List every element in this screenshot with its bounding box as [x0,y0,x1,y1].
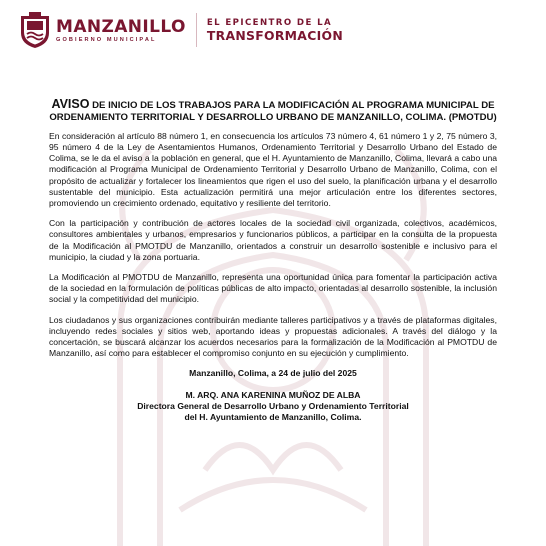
brand-subtitle: GOBIERNO MUNICIPAL [56,36,157,43]
title-rest: DE INICIO DE LOS TRABAJOS PARA LA MODIFICACIÓN AL PROGRAMA MUNICIPAL DE ORDENAMIENTO TERRITORIAL Y DESARROLLO URBANO DE MANZANILLO, COLIMA. (PMOTDU) [49,100,497,123]
brand-name: MANZANILLO [56,16,186,37]
notice-title [49,99,497,124]
title-lead: AVISO [51,97,90,111]
slogan-line-2: TRANSFORMACIÓN [206,27,344,43]
brand-block [56,18,186,43]
header [18,8,343,52]
paragraph-1: En consideración al artículo 88 número 1, en consecuencia los artículos 73 número 4, 61 número 1 y 2, 75 número 3, 95 número 4 de la Ley de Asentamientos Humanos, Ordenamiento Territorial y Desarrollo Urbano del Estado de Colima, se le da el aviso a la población en general, que el H. Ayuntamiento de Manzanillo, Colima, llevará a cabo una modificación al Programa Municipal de Ordenamiento Territorial y Desarrollo Urbano de Manzanillo, Colima, con el propósito de actualizar y fortalecer los lineamientos que rigen el uso del suelo, la planificación urbana y el desarrollo sustentable del municipio. Esta actualización permitirá una mejor articulación entre los diferentes sectores, promoviendo un crecimiento ordenado, equitativo y resiliente del territorio. [49,130,497,209]
slogan-line-1: EL EPICENTRO DE LA [206,17,333,28]
signer-org: del H. Ayuntamiento de Manzanillo, Colima. [184,412,362,423]
notice-date: Manzanillo, Colima, a 24 de julio del 2025 [189,368,357,379]
municipal-seal-icon [18,11,52,49]
paragraph-2: Con la participación y contribución de actores locales de la sociedad civil organizada, colectivos, académicos, consultores ambientales y urbanos, empresarios y funcionarios públicos, a participar en la consulta de la propuesta de la Modificación al PMOTDU de Manzanillo, orientados a construir un desarrollo sostenible e inclusivo para el municipio, la ciudad y la zona portuaria. [49,218,497,262]
header-divider [196,13,197,47]
paragraph-3: La Modificación al PMOTDU de Manzanillo, representa una oportunidad única para fomentar la participación activa de la sociedad en la formulación de políticas públicas de alto impacto, orientadas al desarrollo sostenible, la inclusión social y la competitividad del municipio. [49,272,497,305]
signer-title: Directora General de Desarrollo Urbano y Ordenamiento Territorial [137,401,409,412]
notice-content [49,99,497,424]
slogan-block [207,18,343,43]
paragraph-4: Los ciudadanos y sus organizaciones contribuirán mediante talleres participativos y a través de plataformas digitales, incluyendo redes sociales y sitios web, aportando ideas y propuestas adicionales. A través del diálogo y la concertación, se buscará alcanzar los acuerdos necesarios para la formalización de la Modificación al PMOTDU de Manzanillo, así como para establecer el compromiso conjunto en su ejecución y cumplimiento. [49,314,497,359]
signer-name: M. ARQ. ANA KARENINA MUÑOZ DE ALBA [185,389,361,400]
signature-block [49,390,497,424]
